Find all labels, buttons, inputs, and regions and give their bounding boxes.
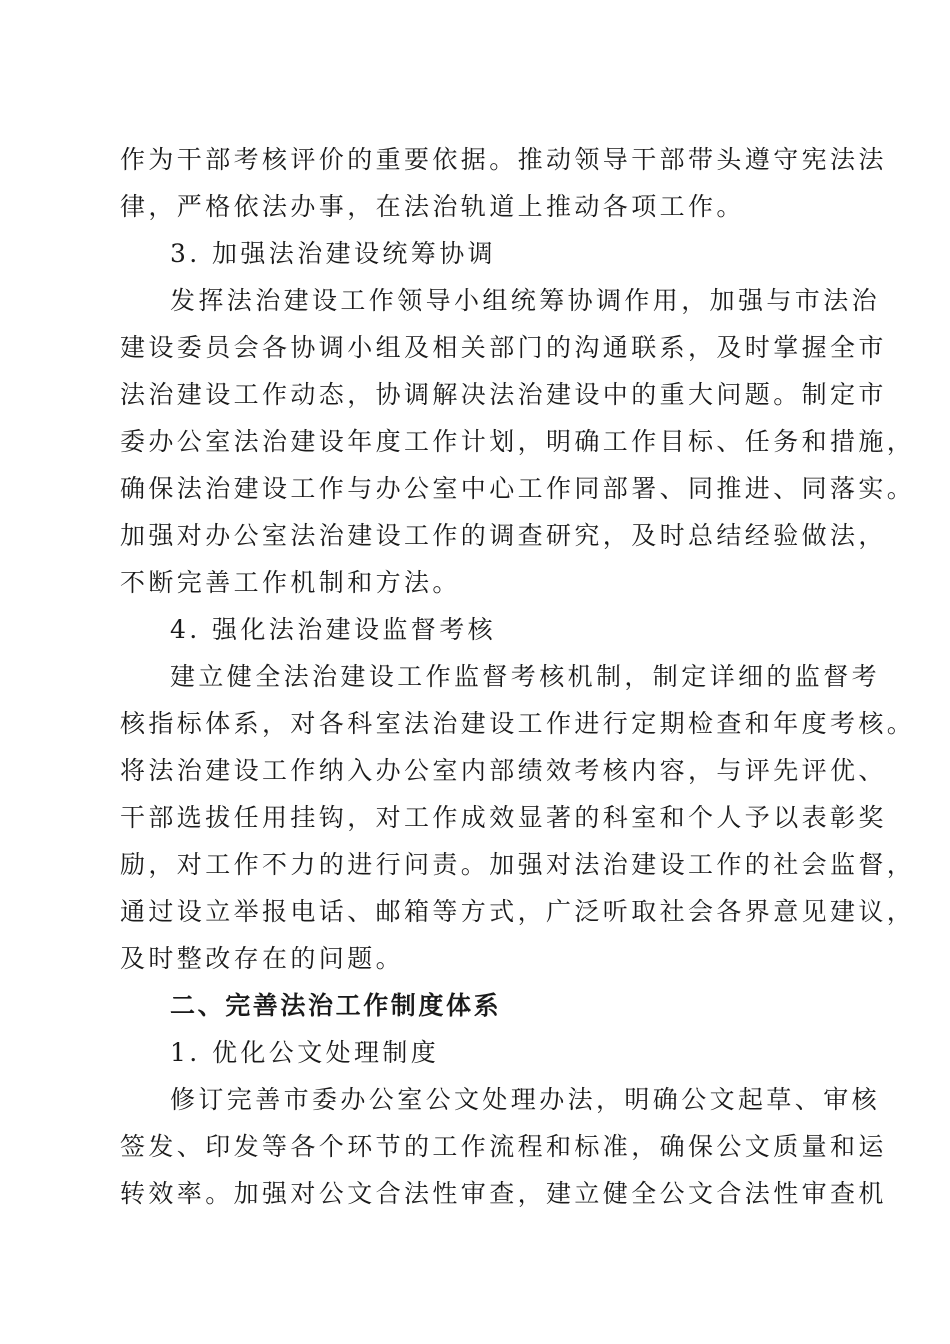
subsection-title: 4. 强化法治建设监督考核: [170, 615, 497, 644]
paragraph-line: 法治建设工作动态，协调解决法治建设中的重大问题。制定市: [120, 380, 887, 409]
paragraph-line: 建设委员会各协调小组及相关部门的沟通联系，及时掌握全市: [120, 333, 887, 362]
paragraph-line: 加强对办公室法治建设工作的调查研究，及时总结经验做法，: [120, 521, 887, 550]
paragraph-line: 及时整改存在的问题。: [120, 944, 405, 973]
paragraph-line: 委办公室法治建设年度工作计划，明确工作目标、任务和措施，: [120, 427, 916, 456]
paragraph-line: 确保法治建设工作与办公室中心工作同部署、同推进、同落实。: [120, 474, 916, 503]
paragraph-line: 转效率。加强对公文合法性审查，建立健全公文合法性审查机: [120, 1179, 887, 1208]
subsection-title: 1. 优化公文处理制度: [170, 1038, 440, 1067]
paragraph-line: 干部选拔任用挂钩，对工作成效显著的科室和个人予以表彰奖: [120, 803, 887, 832]
paragraph-line: 签发、印发等各个环节的工作流程和标准，确保公文质量和运: [120, 1132, 887, 1161]
paragraph-line: 律，严格依法办事，在法治轨道上推动各项工作。: [120, 192, 745, 221]
section-heading: 二、完善法治工作制度体系: [170, 991, 502, 1020]
paragraph-line: 建立健全法治建设工作监督考核机制，制定详细的监督考: [170, 662, 881, 691]
paragraph-line: 作为干部考核评价的重要依据。推动领导干部带头遵守宪法法: [120, 145, 887, 174]
paragraph-line: 通过设立举报电话、邮箱等方式，广泛听取社会各界意见建议，: [120, 897, 916, 926]
paragraph-line: 励，对工作不力的进行问责。加强对法治建设工作的社会监督，: [120, 850, 916, 879]
paragraph-line: 将法治建设工作纳入办公室内部绩效考核内容，与评先评优、: [120, 756, 887, 785]
paragraph-line: 修订完善市委办公室公文处理办法，明确公文起草、审核: [170, 1085, 881, 1114]
subsection-title: 3. 加强法治建设统筹协调: [170, 239, 497, 268]
paragraph-line: 发挥法治建设工作领导小组统筹协调作用，加强与市法治: [170, 286, 881, 315]
paragraph-line: 核指标体系，对各科室法治建设工作进行定期检查和年度考核。: [120, 709, 916, 738]
paragraph-line: 不断完善工作机制和方法。: [120, 568, 461, 597]
